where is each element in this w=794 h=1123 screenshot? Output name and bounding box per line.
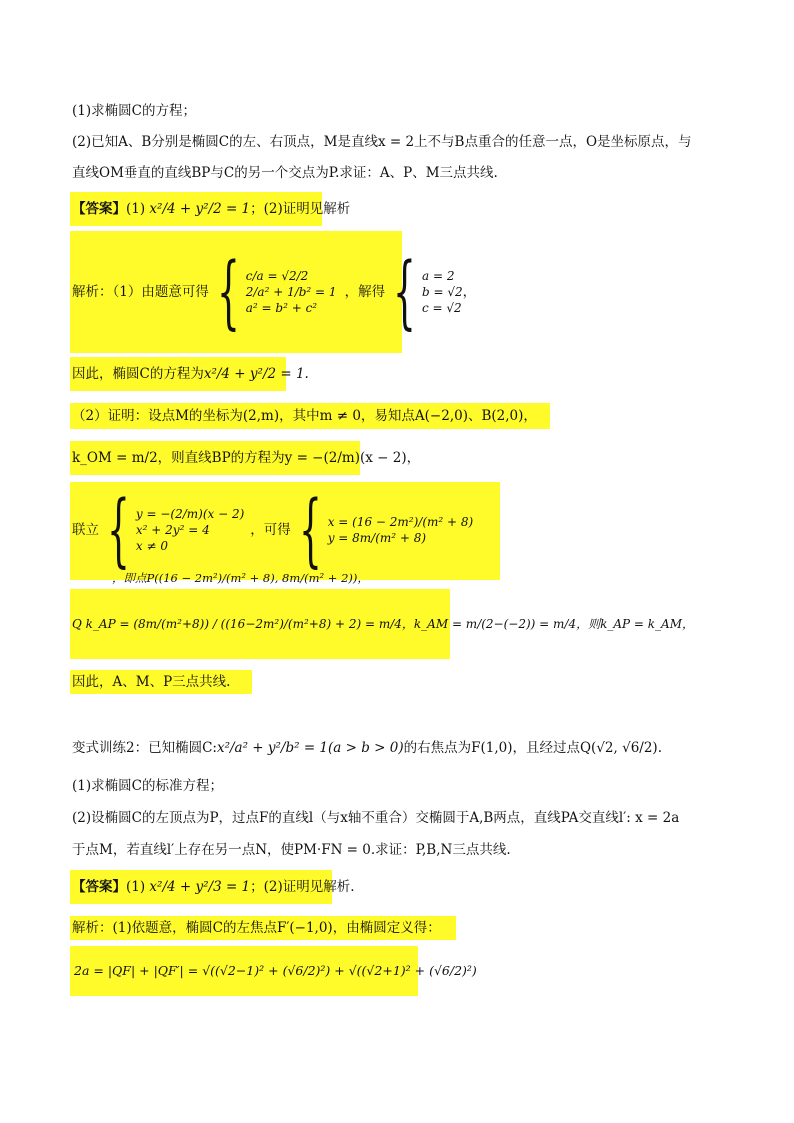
p1-sol1-result [422, 268, 463, 316]
p2-question-2-line2: 于点M，若直线l′上存在另一点N，使PM·FN = 0.求证：P,B,N三点共线. [72, 842, 511, 858]
left-brace: { [216, 245, 240, 338]
p1-sol2-point: ，即点P((16 − 2m²)/(m² + 8), 8m/(m² + 2))， [112, 571, 369, 585]
p1-answer-equation: x²/4 + y²/2 = 1 [149, 201, 251, 217]
p1-sol2-result [328, 514, 474, 546]
p2-answer-label: 【答案】 [72, 879, 126, 895]
p1-sol1-res3: c = √2 [421, 301, 462, 315]
p1-sol1-system [246, 268, 337, 316]
p2-intro-prefix: 变式训练2：已知椭圆C: [72, 740, 217, 756]
p1-sol1-res2: b = √2 [421, 285, 463, 299]
p1-question-2-line2: 直线OM垂直的直线BP与C的另一个交点为P.求证：A、P、M三点共线. [72, 165, 498, 181]
p1-conc1-prefix: 因此，椭圆C的方程为 [72, 366, 204, 382]
p1-sol2-eq2: x² + 2y² = 4 [135, 523, 210, 537]
p2-question-2-line1: (2)设椭圆C的左顶点为P，过点F的直线l（与x轴不重合）交椭圆于A,B两点，直线PA交直线l′: x = 2a [72, 810, 680, 826]
p1-conc1-equation: x²/4 + y²/2 = 1. [203, 366, 309, 382]
p1-sol2-eq1: y = −(2/m)(x − 2) [135, 507, 245, 521]
left-brace: { [106, 483, 130, 576]
p1-sol1-end: ， [462, 284, 477, 300]
p1-sol1-res1: a = 2 [421, 269, 455, 283]
left-brace: { [393, 245, 416, 338]
p1-question-1: (1)求椭圆C的方程； [72, 103, 196, 119]
p1-sol2-line1: （2）证明：设点M的坐标为(2,m)，其中m ≠ 0，易知点A(−2,0)、B(2,0)， [72, 408, 537, 424]
p2-answer-part1: (1) [126, 879, 146, 895]
p1-sol2-line2: k_OM = m/2，则直线BP的方程为y = −(2/m)(x − 2)， [72, 450, 421, 466]
p1-sol2-res1: x = (16 − 2m²)/(m² + 8) [327, 515, 474, 529]
p1-sol2-mid: ，可得 [250, 522, 291, 538]
p1-conclusion2: 因此，A、M、P三点共线. [72, 674, 231, 690]
left-brace: { [298, 483, 322, 576]
p2-answer [72, 877, 355, 897]
p2-sol-line1: 解析：(1)依题意，椭圆C的左焦点F′(−1,0)，由椭圆定义得： [72, 920, 441, 936]
p1-solution1 [72, 245, 477, 338]
p2-question-1: (1)求椭圆C的标准方程； [72, 778, 223, 794]
p2-answer-part2: ；(2)证明见解析. [250, 879, 355, 895]
p1-sol2-res2: y = 8m/(m² + 8) [327, 531, 427, 545]
p1-conclusion1 [72, 364, 309, 384]
p1-question-2-line1: (2)已知A、B分别是椭圆C的左、右顶点，M是直线x = 2上不与B点重合的任意一点，O是坐标原点，与 [72, 134, 692, 150]
p1-sol1-mid: ，解得 [344, 284, 386, 300]
p1-answer-part1: (1) [126, 201, 146, 217]
p1-answer-part2: ；(2)证明见解析 [250, 201, 351, 217]
p1-sol1-prefix: 解析：（1）由题意可得 [72, 284, 209, 300]
p1-sol2-system-block [72, 483, 474, 586]
p1-sol1-eq3: a² = b² + c² [245, 301, 318, 315]
p1-sol2-system [136, 506, 244, 554]
p1-slope: Q k_AP = (8m/(m²+8)) / ((16−2m²)/(m²+8) + 2) = m/4，k_AM = m/(2−(−2)) = m/4，则k_AP = k_AM， [72, 617, 694, 631]
p1-sol1-eq2: 2/a² + 1/b² = 1 [245, 285, 337, 299]
p1-answer [72, 199, 350, 219]
p2-sol-line2: 2a = |QF| + |QF′| = √((√2−1)² + (√6/2)²) + √((√2+1)² + (√6/2)²) [74, 963, 477, 978]
p1-sol2-sys-prefix: 联立 [72, 522, 99, 538]
p2-answer-equation: x²/4 + y²/3 = 1 [149, 879, 251, 895]
p1-sol2-eq3: x ≠ 0 [135, 539, 168, 553]
p2-intro-suffix: 的右焦点为F(1,0)，且经过点Q(√2, √6/2). [403, 740, 662, 756]
p2-intro-equation: x²/a² + y²/b² = 1(a > b > 0) [216, 740, 404, 756]
p1-answer-label: 【答案】 [72, 201, 126, 217]
p2-intro [72, 738, 662, 758]
p1-sol1-eq1: c/a = √2/2 [245, 269, 309, 283]
